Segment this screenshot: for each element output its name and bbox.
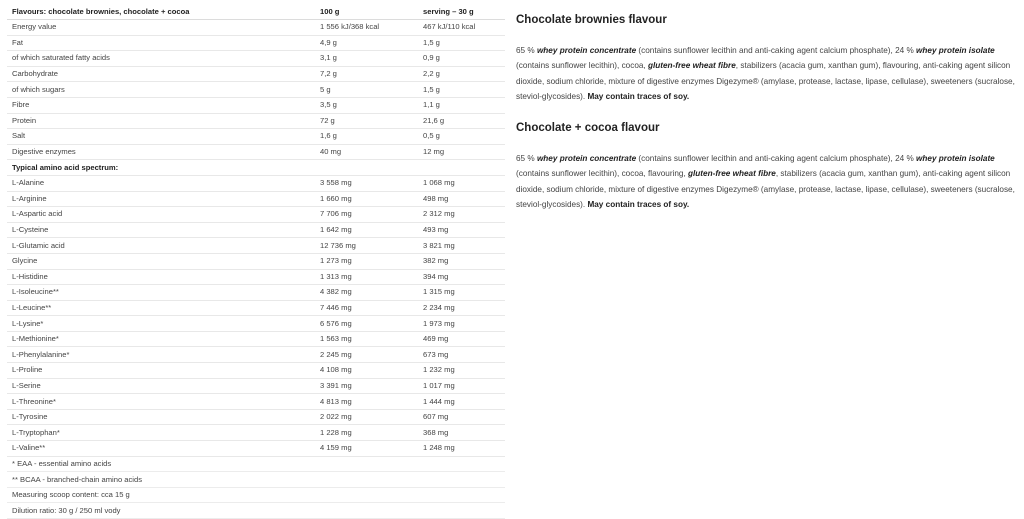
- table-row: [7, 378, 505, 394]
- amino-acid-name: L-Proline: [7, 363, 315, 379]
- empty-cell: [418, 472, 505, 488]
- allergen-note: May contain traces of soy.: [587, 200, 690, 210]
- value-per-serving: 1,5 g: [418, 35, 505, 51]
- value-per-serving: 1,5 g: [418, 82, 505, 98]
- value-per-100g: 12 736 mg: [315, 238, 418, 254]
- value-per-100g: 3,1 g: [315, 51, 418, 67]
- amino-heading: Typical amino acid spectrum:: [7, 160, 315, 176]
- value-per-100g: 3,5 g: [315, 97, 418, 113]
- ingredients-section: [516, 12, 1016, 228]
- flavour-title-brownies: Chocolate brownies flavour: [516, 14, 667, 26]
- value-per-serving: 382 mg: [418, 253, 505, 269]
- table-row: [7, 409, 505, 425]
- amino-acid-name: L-Phenylalanine*: [7, 347, 315, 363]
- ingredient-text: (contains sunflower lecithin), cocoa,: [516, 61, 648, 71]
- value-per-100g: 4 108 mg: [315, 363, 418, 379]
- empty-cell: [418, 160, 505, 176]
- empty-cell: [315, 503, 418, 519]
- value-per-100g: 7 446 mg: [315, 300, 418, 316]
- value-per-100g: 7 706 mg: [315, 207, 418, 223]
- nutrient-name: Carbohydrate: [7, 66, 315, 82]
- note-row: [7, 503, 505, 519]
- highlighted-ingredient: gluten-free wheat fibre: [688, 169, 776, 179]
- table-row: [7, 191, 505, 207]
- table-row: [7, 285, 505, 301]
- amino-acid-name: L-Arginine: [7, 191, 315, 207]
- value-per-100g: 72 g: [315, 113, 418, 129]
- table-row: [7, 51, 505, 67]
- table-row: [7, 97, 505, 113]
- nutrition-table-section: [7, 4, 505, 519]
- table-row: [7, 238, 505, 254]
- nutrition-table-body: [7, 20, 505, 519]
- amino-acid-name: L-Histidine: [7, 269, 315, 285]
- nutrition-table: [7, 4, 505, 519]
- empty-cell: [315, 487, 418, 503]
- value-per-100g: 2 022 mg: [315, 409, 418, 425]
- empty-cell: [315, 456, 418, 472]
- table-row: [7, 347, 505, 363]
- value-per-100g: 1 660 mg: [315, 191, 418, 207]
- value-per-100g: 4,9 g: [315, 35, 418, 51]
- value-per-serving: 469 mg: [418, 331, 505, 347]
- value-per-serving: 368 mg: [418, 425, 505, 441]
- table-row: [7, 144, 505, 160]
- value-per-100g: 3 558 mg: [315, 175, 418, 191]
- ingredients-brownies: [516, 43, 1016, 104]
- table-row: [7, 35, 505, 51]
- value-per-serving: 2,2 g: [418, 66, 505, 82]
- amino-acid-name: L-Tyrosine: [7, 409, 315, 425]
- value-per-serving: 673 mg: [418, 347, 505, 363]
- value-per-serving: 0,9 g: [418, 51, 505, 67]
- table-row: [7, 425, 505, 441]
- table-row: [7, 82, 505, 98]
- amino-acid-name: L-Alanine: [7, 175, 315, 191]
- ingredient-text: 65 %: [516, 154, 537, 164]
- value-per-100g: 1,6 g: [315, 129, 418, 145]
- amino-acid-name: L-Methionine*: [7, 331, 315, 347]
- table-row: [7, 207, 505, 223]
- value-per-100g: 4 382 mg: [315, 285, 418, 301]
- amino-acid-name: L-Tryptophan*: [7, 425, 315, 441]
- amino-acid-name: L-Threonine*: [7, 394, 315, 410]
- value-per-serving: 1 232 mg: [418, 363, 505, 379]
- ingredients-cocoa: [516, 151, 1016, 212]
- nutrient-name: Fibre: [7, 97, 315, 113]
- table-note: Dilution ratio: 30 g / 250 ml vody: [7, 503, 315, 519]
- highlighted-ingredient: whey protein concentrate: [536, 154, 637, 164]
- empty-cell: [418, 503, 505, 519]
- value-per-100g: 4 159 mg: [315, 441, 418, 457]
- value-per-100g: 1 273 mg: [315, 253, 418, 269]
- table-row: [7, 269, 505, 285]
- nutrient-name: of which sugars: [7, 82, 315, 98]
- nutrient-name: Digestive enzymes: [7, 144, 315, 160]
- table-row: [7, 331, 505, 347]
- empty-cell: [418, 487, 505, 503]
- amino-heading-row: [7, 160, 505, 176]
- ingredient-text: (contains sunflower lecithin and anti-caking agent calcium phosphate), 24 %: [636, 46, 917, 55]
- ingredient-text: , stabilizers (acacia gum, xanthan gum), flavouring, anti-caking agent silicon dioxide, sodium chloride, mixture of digestive enzymes Digezyme® (amylase, protease, lactase, lipase, cellulase), sweeteners (sucralose, steviol-glycosides).: [516, 61, 1015, 101]
- value-per-100g: 6 576 mg: [315, 316, 418, 332]
- value-per-100g: 40 mg: [315, 144, 418, 160]
- value-per-serving: 1 973 mg: [418, 316, 505, 332]
- nutrient-name: of which saturated fatty acids: [7, 51, 315, 67]
- table-row: [7, 175, 505, 191]
- table-note: Measuring scoop content: cca 15 g: [7, 487, 315, 503]
- amino-acid-name: L-Cysteine: [7, 222, 315, 238]
- value-per-100g: 1 313 mg: [315, 269, 418, 285]
- highlighted-ingredient: whey protein isolate: [916, 154, 995, 164]
- table-row: [7, 363, 505, 379]
- table-row: [7, 20, 505, 36]
- value-per-serving: 1 444 mg: [418, 394, 505, 410]
- allergen-note: May contain traces of soy.: [587, 91, 690, 101]
- value-per-100g: 4 813 mg: [315, 394, 418, 410]
- ingredient-text: (contains sunflower lecithin), cocoa, flavouring,: [516, 169, 689, 179]
- ingredient-text: , stabilizers (acacia gum, xanthan gum), anti-caking agent silicon dioxide, sodium chloride, mixture of digestive enzymes Digezyme® (amylase, protease, lactase, lipase, cellulase), sweeteners (sucralose, steviol-glycosides).: [516, 169, 1015, 210]
- value-per-serving: 1,1 g: [418, 97, 505, 113]
- value-per-100g: 5 g: [315, 82, 418, 98]
- nutrient-name: Energy value: [7, 20, 315, 36]
- value-per-serving: 3 821 mg: [418, 238, 505, 254]
- table-row: [7, 222, 505, 238]
- amino-acid-name: L-Isoleucine**: [7, 285, 315, 301]
- empty-cell: [418, 456, 505, 472]
- value-per-100g: 1 563 mg: [315, 331, 418, 347]
- header-flavours: Flavours: chocolate brownies, chocolate + cocoa: [7, 4, 315, 20]
- ingredient-text: (contains sunflower lecithin and anti-caking agent calcium phosphate), 24 %: [636, 154, 917, 164]
- amino-acid-name: L-Glutamic acid: [7, 238, 315, 254]
- amino-acid-name: L-Aspartic acid: [7, 207, 315, 223]
- value-per-serving: 2 234 mg: [418, 300, 505, 316]
- value-per-serving: 493 mg: [418, 222, 505, 238]
- table-row: [7, 300, 505, 316]
- value-per-100g: 3 391 mg: [315, 378, 418, 394]
- value-per-100g: 1 556 kJ/368 kcal: [315, 20, 418, 36]
- amino-acid-name: L-Leucine**: [7, 300, 315, 316]
- amino-acid-name: L-Valine**: [7, 441, 315, 457]
- nutrient-name: Salt: [7, 129, 315, 145]
- empty-cell: [315, 160, 418, 176]
- header-serving: serving – 30 g: [418, 4, 505, 20]
- table-row: [7, 129, 505, 145]
- value-per-serving: 1 248 mg: [418, 441, 505, 457]
- value-per-100g: 7,2 g: [315, 66, 418, 82]
- value-per-serving: 1 315 mg: [418, 285, 505, 301]
- highlighted-ingredient: whey protein isolate: [916, 46, 995, 55]
- table-header-row: [7, 4, 505, 20]
- value-per-100g: 2 245 mg: [315, 347, 418, 363]
- value-per-100g: 1 228 mg: [315, 425, 418, 441]
- table-note: * EAA - essential amino acids: [7, 456, 315, 472]
- value-per-100g: 1 642 mg: [315, 222, 418, 238]
- table-row: [7, 441, 505, 457]
- amino-acid-name: Glycine: [7, 253, 315, 269]
- value-per-serving: 607 mg: [418, 409, 505, 425]
- table-note: ** BCAA - branched-chain amino acids: [7, 472, 315, 488]
- table-row: [7, 113, 505, 129]
- flavour-title-cocoa: Chocolate + cocoa flavour: [516, 122, 660, 135]
- value-per-serving: 1 068 mg: [418, 175, 505, 191]
- header-100g: 100 g: [315, 4, 418, 20]
- highlighted-ingredient: whey protein concentrate: [536, 46, 637, 55]
- table-row: [7, 316, 505, 332]
- note-row: [7, 456, 505, 472]
- value-per-serving: 21,6 g: [418, 113, 505, 129]
- empty-cell: [315, 472, 418, 488]
- ingredient-text: 65 %: [516, 46, 537, 55]
- amino-acid-name: L-Serine: [7, 378, 315, 394]
- table-row: [7, 66, 505, 82]
- value-per-serving: 1 017 mg: [418, 378, 505, 394]
- value-per-serving: 467 kJ/110 kcal: [418, 20, 505, 36]
- note-row: [7, 472, 505, 488]
- value-per-serving: 394 mg: [418, 269, 505, 285]
- nutrient-name: Protein: [7, 113, 315, 129]
- amino-acid-name: L-Lysine*: [7, 316, 315, 332]
- table-row: [7, 253, 505, 269]
- value-per-serving: 12 mg: [418, 144, 505, 160]
- value-per-serving: 0,5 g: [418, 129, 505, 145]
- value-per-serving: 498 mg: [418, 191, 505, 207]
- highlighted-ingredient: gluten-free wheat fibre: [647, 61, 736, 71]
- note-row: [7, 487, 505, 503]
- table-row: [7, 394, 505, 410]
- nutrient-name: Fat: [7, 35, 315, 51]
- value-per-serving: 2 312 mg: [418, 207, 505, 223]
